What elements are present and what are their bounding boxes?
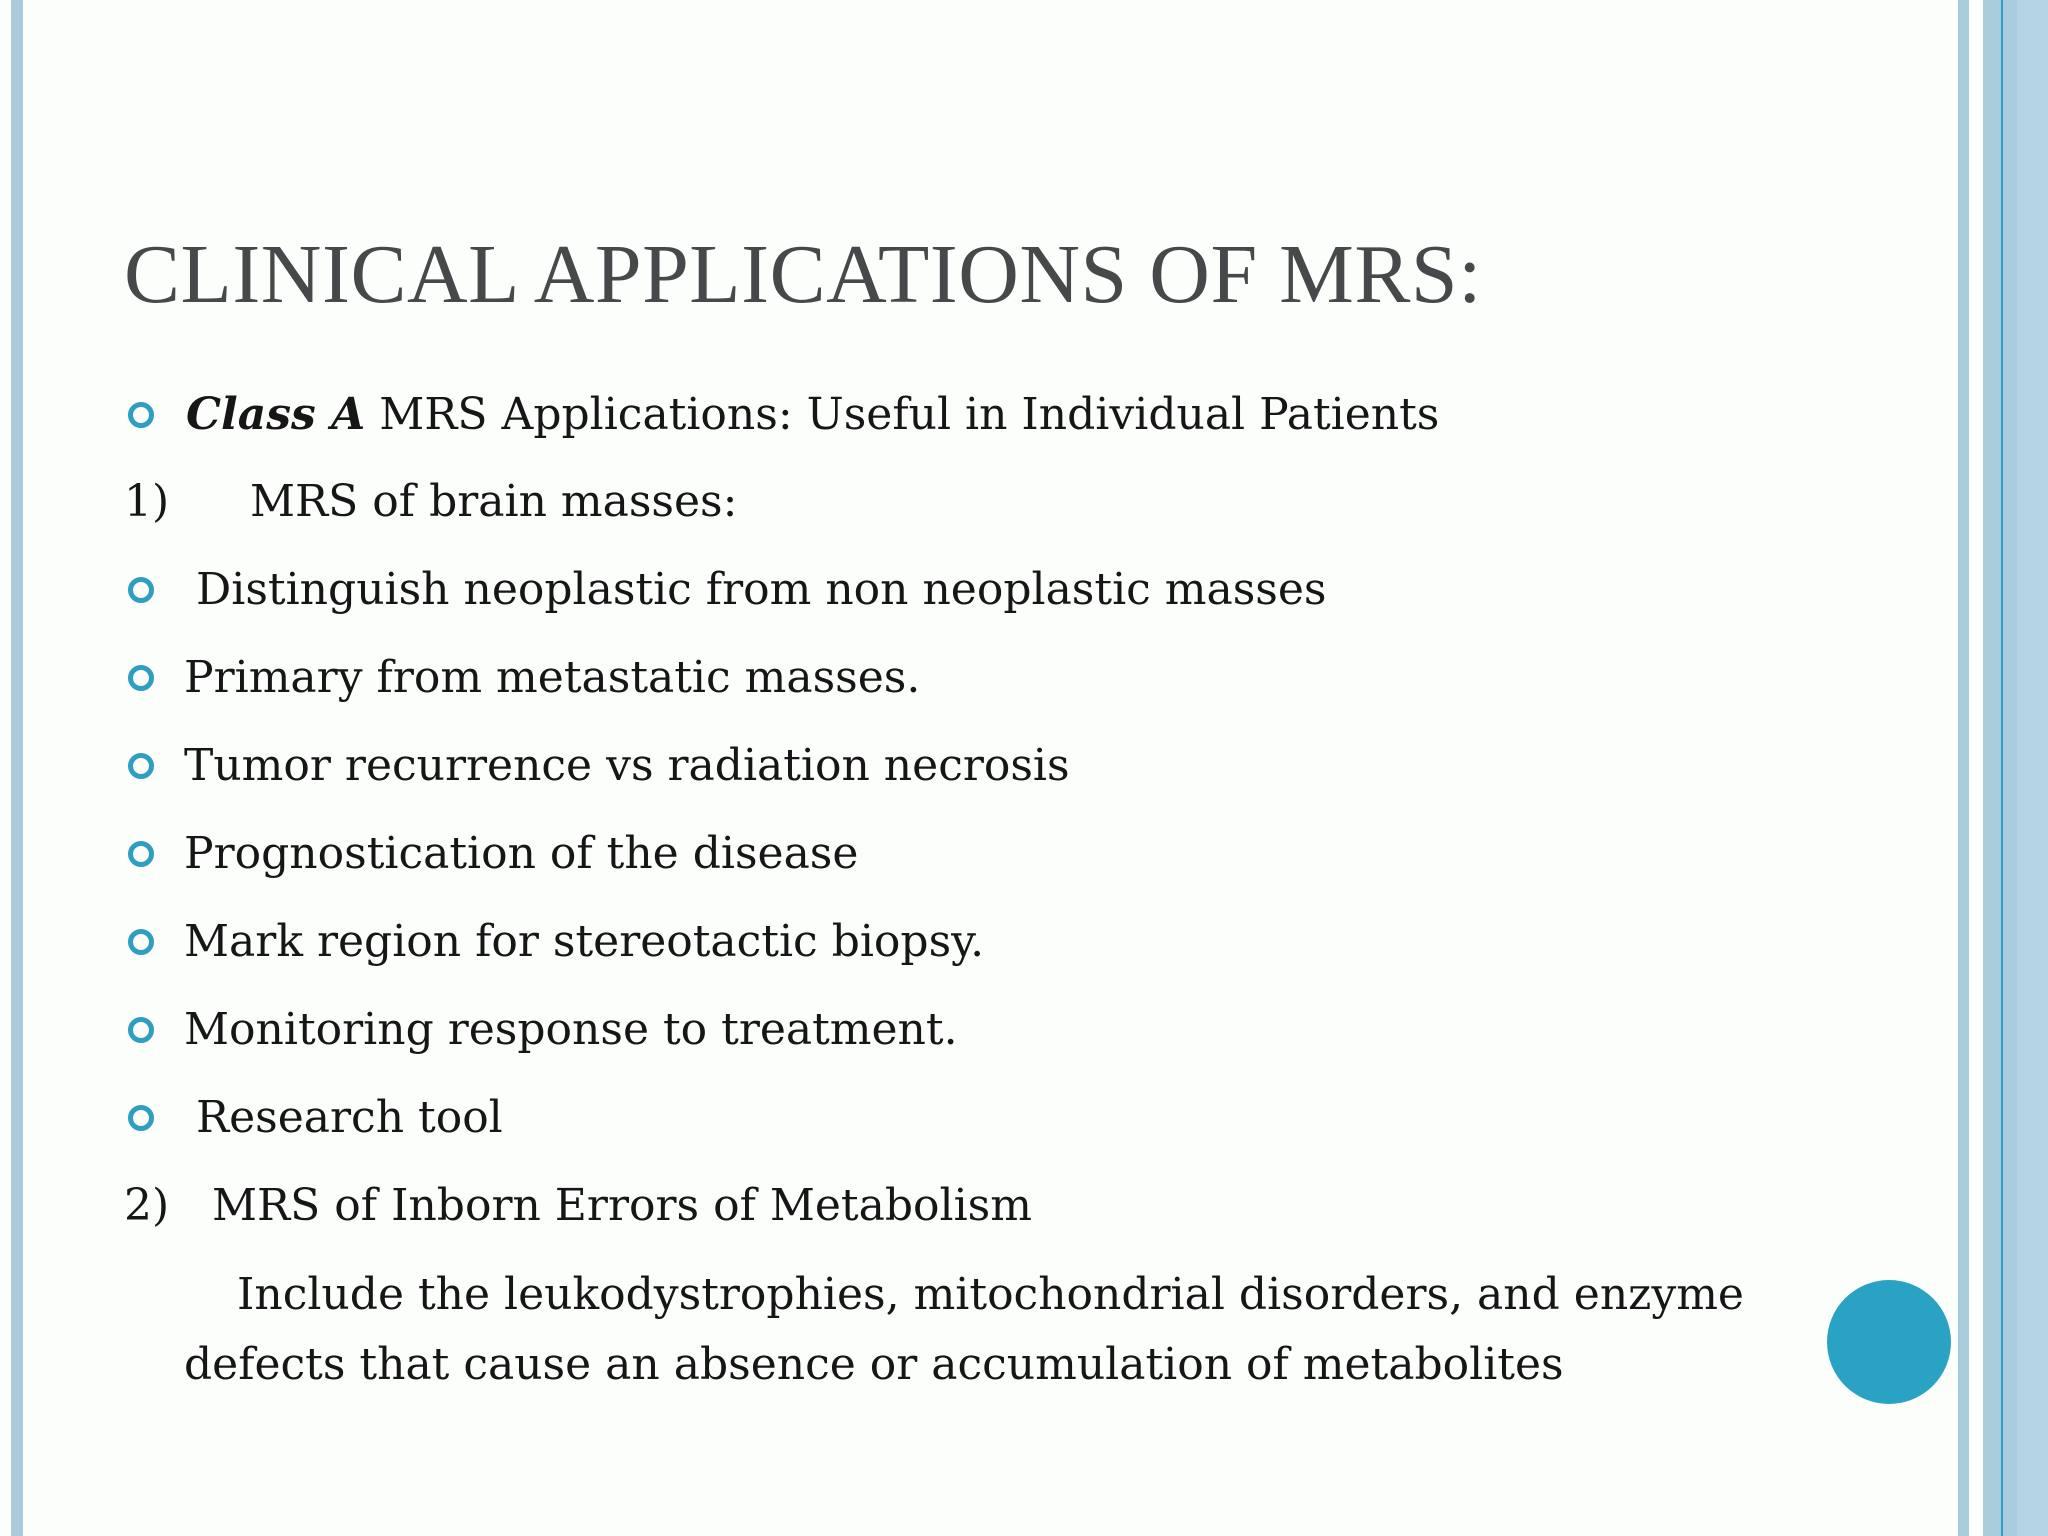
bullet-icon [128,665,154,691]
list-number: 1) [124,476,170,527]
list-item-text: MRS of brain masses: [250,476,738,527]
bullet-icon [128,841,154,867]
bullet-icon [128,1105,154,1131]
right-stripe [2017,0,2048,1536]
list-number: 2) [124,1180,170,1231]
description-paragraph: Include the leukodystrophies, mitochondrial disorders, and enzyme defects that cause an absence or accumulation of metabolites [184,1269,1744,1390]
right-stripe [1969,0,1983,1536]
list-item-text: Prognostication of the disease [184,828,859,879]
list-item-text: Monitoring response to treatment. [184,1004,958,1055]
bullet-icon [128,577,154,603]
list-item-text: Primary from metastatic masses. [184,652,921,703]
list-item-text: Mark region for stereotactic biopsy. [184,916,985,967]
bullet-icon [128,753,154,779]
bullet-icon [128,1017,154,1043]
class-label: Class A [186,389,366,440]
list-item [186,389,1439,441]
left-border [11,0,23,1536]
bullet-icon [128,402,154,428]
slide-title: CLINICAL APPLICATIONS OF MRS: [124,228,1482,321]
right-stripe [1958,0,1969,1536]
bullet-icon [128,929,154,955]
list-item-text: MRS of Inborn Errors of Metabolism [212,1180,1032,1231]
list-item-text: MRS Applications: Useful in Individual Patients [365,389,1440,440]
list-item-text: Tumor recurrence vs radiation necrosis [184,740,1070,791]
list-item-text: Research tool [196,1092,503,1143]
list-item-text: Distinguish neoplastic from non neoplastic masses [196,564,1327,615]
right-stripe [1983,0,2001,1536]
decorative-circle [1827,1280,1951,1404]
right-stripe [2003,0,2017,1536]
